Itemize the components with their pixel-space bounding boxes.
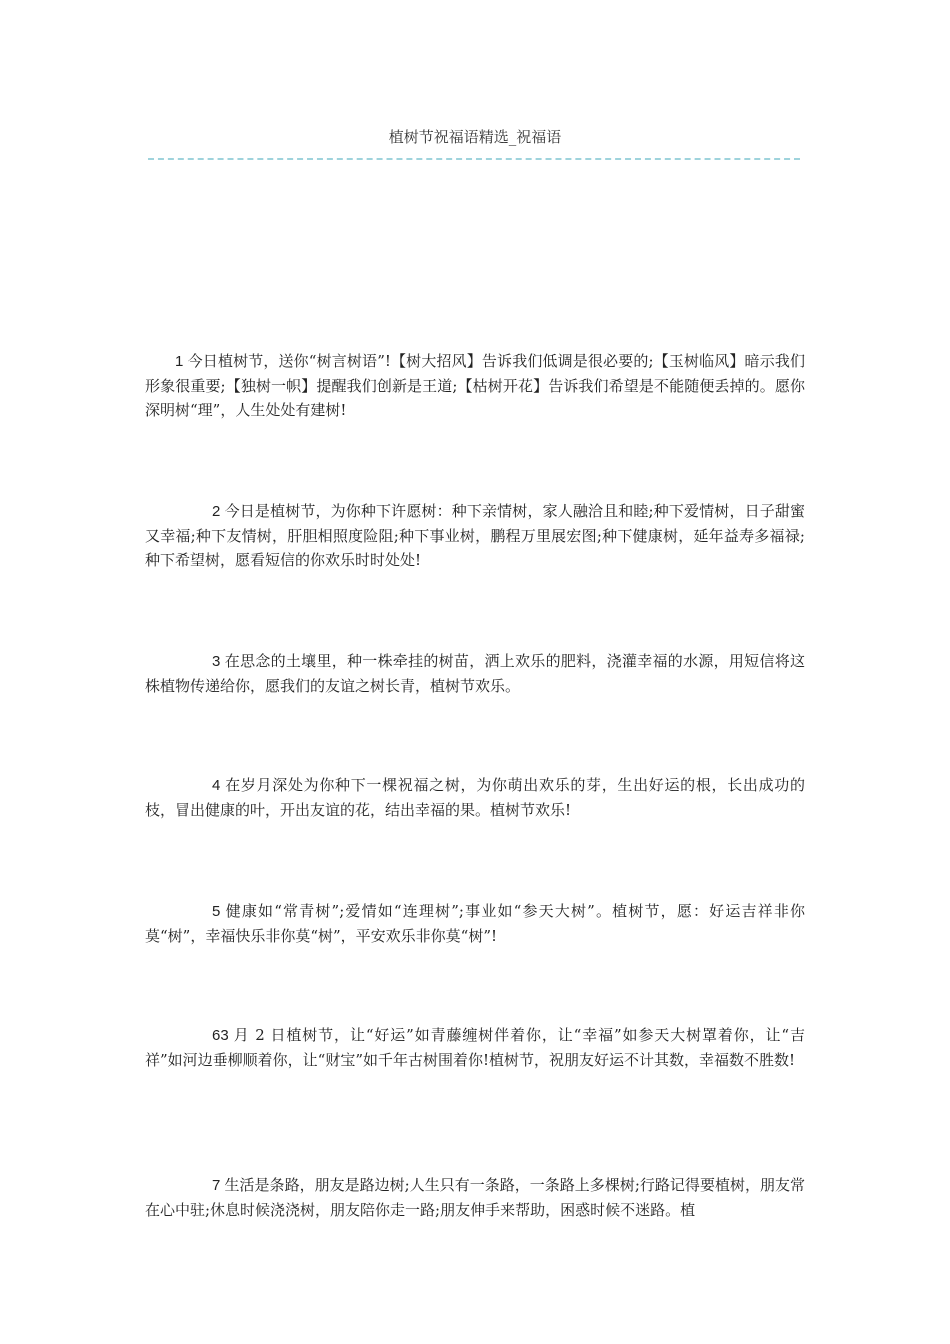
paragraph-number: 3 xyxy=(212,653,225,670)
paragraph-number: 2 xyxy=(212,503,225,520)
blessing-paragraph-2 xyxy=(145,499,805,572)
blessing-paragraph-1 xyxy=(145,349,805,422)
paragraph-number: 7 xyxy=(212,1177,225,1194)
paragraph-text: 生活是条路，朋友是路边树;人生只有一条路，一条路上多棵树;行路记得要植树，朋友常在心中驻;休息时候浇浇树，朋友陪你走一路;朋友伸手来帮助，困惑时候不迷路。植 xyxy=(145,1176,805,1219)
blessing-paragraph-6 xyxy=(145,1023,805,1072)
blessing-paragraph-7 xyxy=(145,1173,805,1222)
paragraph-text: 健康如“常青树”;爱情如“连理树”;事业如“参天大树”。植树节，愿：好运吉祥非你莫“树”，幸福快乐非你莫“树”，平安欢乐非你莫“树”! xyxy=(145,902,806,945)
title-divider xyxy=(148,158,800,160)
paragraph-text: 在思念的土壤里，种一株牵挂的树苗，洒上欢乐的肥料，浇灌幸福的水源，用短信将这株植物传递给你，愿我们的友谊之树长青，植树节欢乐。 xyxy=(145,652,805,695)
paragraph-text: 今日是植树节，为你种下许愿树：种下亲情树，家人融洽且和睦;种下爱情树，日子甜蜜又幸福;种下友情树，肝胆相照度险阻;种下事业树，鹏程万里展宏图;种下健康树，延年益寿多福禄;种下希望树，愿看短信的你欢乐时时处处! xyxy=(145,502,805,569)
blessing-paragraph-5 xyxy=(145,899,805,948)
document-title: 植树节祝福语精选_祝福语 xyxy=(388,128,562,146)
blessing-paragraph-4 xyxy=(145,773,805,822)
paragraph-number: 5 xyxy=(212,903,226,920)
paragraph-text: 在岁月深处为你种下一棵祝福之树，为你萌出欢乐的芽，生出好运的根，长出成功的枝，冒出健康的叶，开出友谊的花，结出幸福的果。植树节欢乐! xyxy=(145,776,805,819)
paragraph-text: 今日植树节，送你“树言树语”!【树大招风】告诉我们低调是很必要的;【玉树临风】暗示我们形象很重要;【独树一帜】提醒我们创新是王道;【枯树开花】告诉我们希望是不能随便丢掉的。愿你深明树“理”，人生处处有建树! xyxy=(145,352,805,419)
paragraph-number: 4 xyxy=(212,777,226,794)
paragraph-number: 1 xyxy=(175,353,188,370)
blessing-paragraph-3 xyxy=(145,649,805,698)
paragraph-text: 月 2 日植树节，让“好运”如青藤缠树伴着你，让“幸福”如参天大树罩着你，让“吉祥”如河边垂柳顺着你，让“财宝”如千年古树围着你!植树节，祝朋友好运不计其数，幸福数不胜数! xyxy=(145,1026,805,1069)
paragraph-number: 63 xyxy=(212,1027,234,1044)
